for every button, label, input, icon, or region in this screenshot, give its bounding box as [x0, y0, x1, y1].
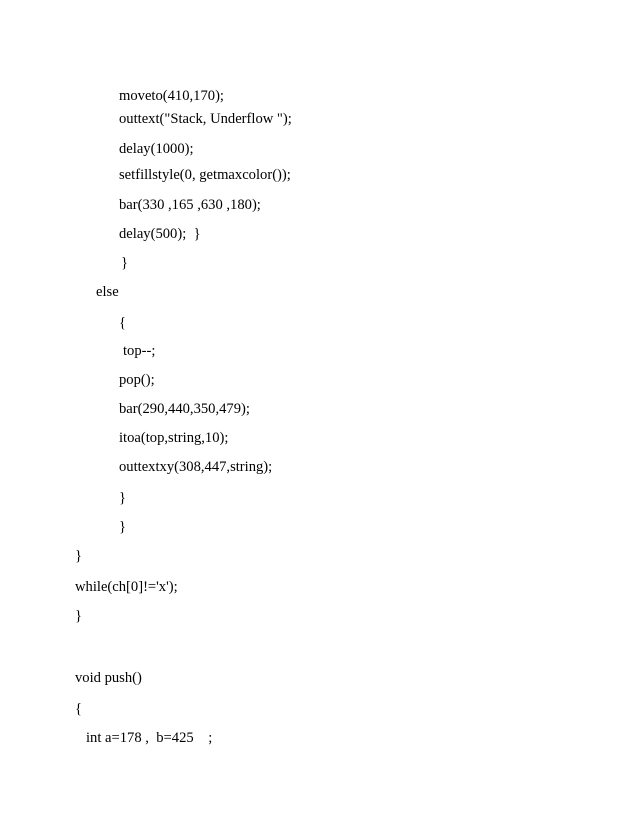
- code-line: bar(290,440,350,479);: [119, 401, 250, 417]
- code-line: moveto(410,170);: [119, 88, 224, 104]
- code-line: bar(330 ,165 ,630 ,180);: [119, 197, 261, 213]
- code-line: void push(): [75, 670, 142, 686]
- code-line: {: [75, 701, 83, 717]
- code-line: }: [75, 548, 83, 564]
- code-line: }: [121, 255, 129, 271]
- code-line: }: [119, 519, 127, 535]
- code-line: top--;: [123, 343, 156, 359]
- code-line: pop();: [119, 372, 155, 388]
- code-line: else: [96, 284, 119, 300]
- code-line: }: [119, 490, 127, 506]
- code-line: outtextxy(308,447,string);: [119, 459, 273, 475]
- code-line: itoa(top,string,10);: [119, 430, 229, 446]
- code-line: {: [119, 315, 127, 331]
- code-line: int a=178 , b=425 ;: [86, 730, 213, 746]
- code-line: delay(500); }: [119, 226, 201, 242]
- code-line: delay(1000);: [119, 141, 194, 157]
- code-line: }: [75, 608, 83, 624]
- code-line: while(ch[0]!='x');: [75, 579, 178, 595]
- code-line: setfillstyle(0, getmaxcolor());: [119, 167, 291, 183]
- code-line: outtext("Stack, Underflow ");: [119, 111, 292, 127]
